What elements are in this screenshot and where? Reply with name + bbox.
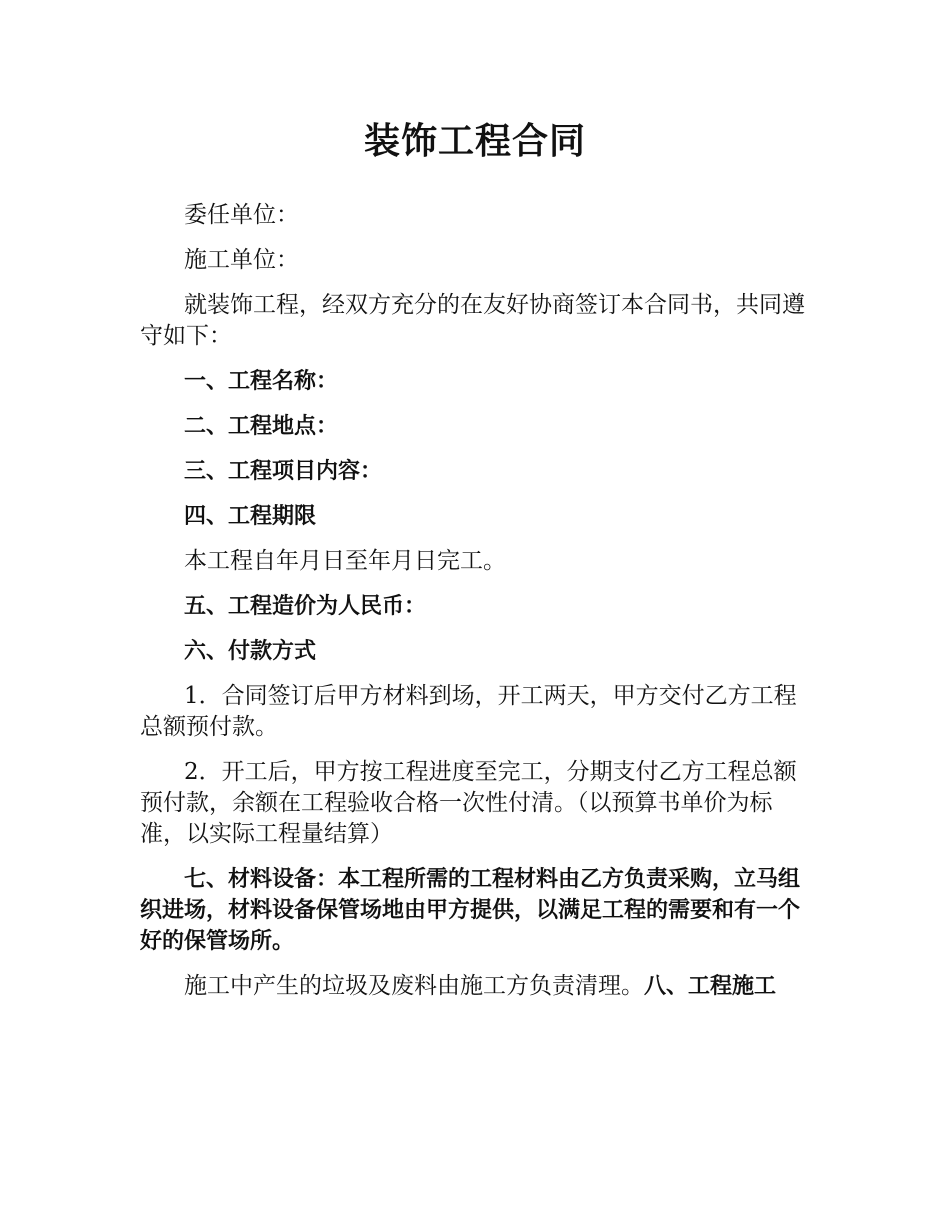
- section-heading-payment-method: 六、付款方式: [184, 639, 317, 664]
- section-heading-project-name: 一、工程名称：: [184, 369, 339, 394]
- client-unit-line: 委任单位：: [184, 202, 299, 228]
- payment-clause-1: 1．合同签订后甲方材料到场，开工两天，甲方交付乙方工程总额预付款。: [140, 683, 797, 740]
- section-heading-project-location: 二、工程地点：: [184, 414, 339, 439]
- section-materials-equipment: 七、材料设备：本工程所需的工程材料由乙方负责采购，立马组织进场，材料设备保管场地由甲方提供，以满足工程的需要和有一个好的保管场所。: [140, 867, 801, 954]
- document-title: 装饰工程合同: [363, 121, 586, 162]
- section-heading-construction: 八、工程施工: [644, 974, 777, 999]
- contractor-unit-line: 施工单位：: [184, 247, 299, 273]
- payment-clause-2: 2．开工后，甲方按工程进度至完工，分期支付乙方工程总额预付款，余额在工程验收合格一次性付清。（以预算书单价为标准，以实际工程量结算）: [140, 759, 797, 847]
- section-heading-project-cost: 五、工程造价为人民币：: [184, 594, 427, 619]
- preamble-paragraph: 就装饰工程，经双方充分的在友好协商签订本合同书，共同遵守如下：: [140, 292, 805, 349]
- project-period-paragraph: 本工程自年月日至年月日完工。: [184, 548, 506, 574]
- section-heading-project-content: 三、工程项目内容：: [184, 459, 383, 484]
- document-body: [140, 200, 812, 1016]
- waste-cleanup-text: 施工中产生的垃圾及废料由施工方负责清理。: [184, 973, 644, 999]
- section-heading-project-period: 四、工程期限: [184, 504, 317, 529]
- waste-cleanup-paragraph: [140, 971, 812, 1002]
